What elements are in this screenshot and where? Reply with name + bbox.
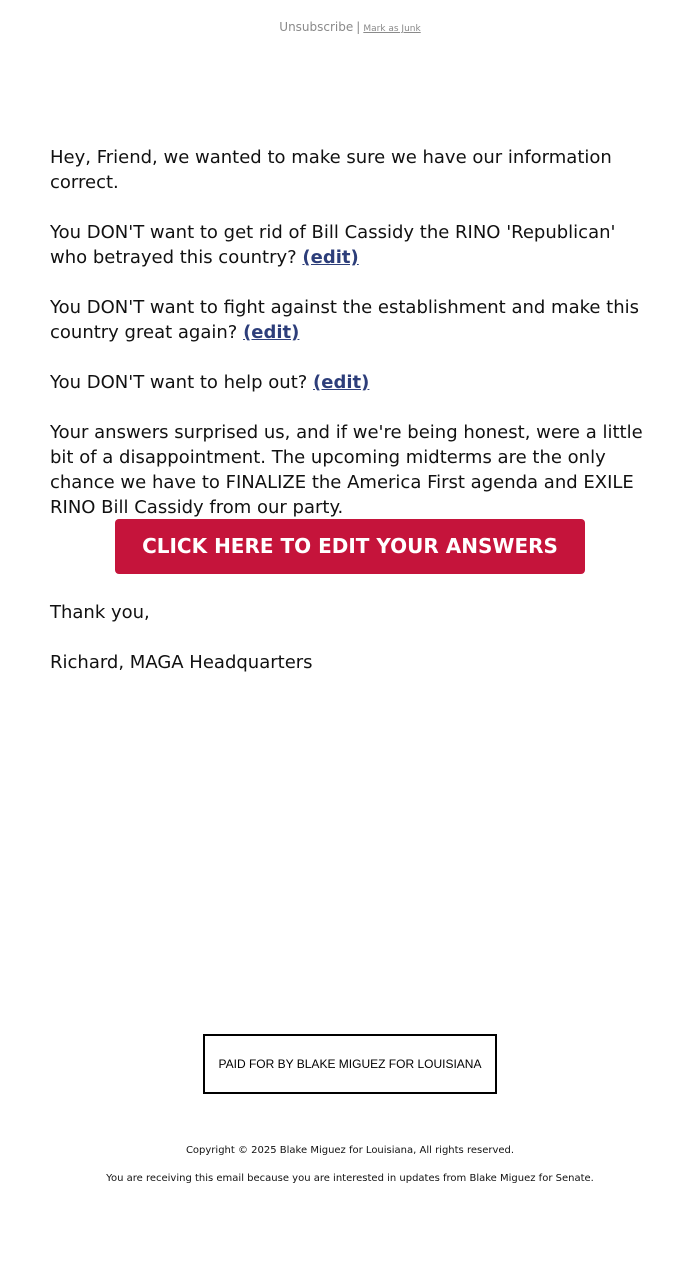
link-separator: | [356, 20, 361, 34]
top-links-bar [0, 19, 700, 37]
question-paragraph-1 [50, 220, 650, 270]
question-text-3: You DON'T want to help out? [50, 372, 308, 393]
question-text-1: You DON'T want to get rid of Bill Cassidy the RINO 'Republican' who betrayed this country? [50, 222, 616, 268]
paid-for-text: PAID FOR BY BLAKE MIGUEZ FOR LOUISIANA [218, 1057, 482, 1071]
question-paragraph-3 [50, 370, 650, 395]
copyright-text: Copyright © 2025 Blake Miguez for Louisiana, All rights reserved. [185, 1145, 515, 1156]
edit-answers-button[interactable]: CLICK HERE TO EDIT YOUR ANSWERS [115, 519, 585, 574]
cta-container [0, 519, 700, 574]
signoff [50, 600, 650, 700]
unsubscribe-link[interactable]: Unsubscribe [279, 20, 354, 34]
edit-link-3[interactable]: (edit) [313, 372, 370, 393]
question-text-2: You DON'T want to fight against the establishment and make this country great again? [50, 297, 640, 343]
thanks-text: Thank you, [50, 602, 150, 623]
edit-link-1[interactable]: (edit) [302, 247, 359, 268]
edit-link-2[interactable]: (edit) [243, 322, 300, 343]
mark-as-junk-link[interactable]: Mark as Junk [363, 24, 421, 34]
closing-paragraph: Your answers surprised us, and if we're being honest, were a little bit of a disappointment. The upcoming midterms are the only chance we have to FINALIZE the America First agenda and EXILE RINO Bill Cassidy from our party. [50, 422, 643, 518]
greeting-paragraph: Hey, Friend, we wanted to make sure we have our information correct. [50, 147, 612, 193]
email-body [50, 145, 650, 545]
paid-for-disclaimer-box [203, 1034, 497, 1094]
signature-text: Richard, MAGA Headquarters [50, 652, 313, 673]
question-paragraph-2 [50, 295, 650, 345]
subscription-reason-text: You are receiving this email because you are interested in updates from Blake Miguez for Senate. [106, 1173, 594, 1184]
